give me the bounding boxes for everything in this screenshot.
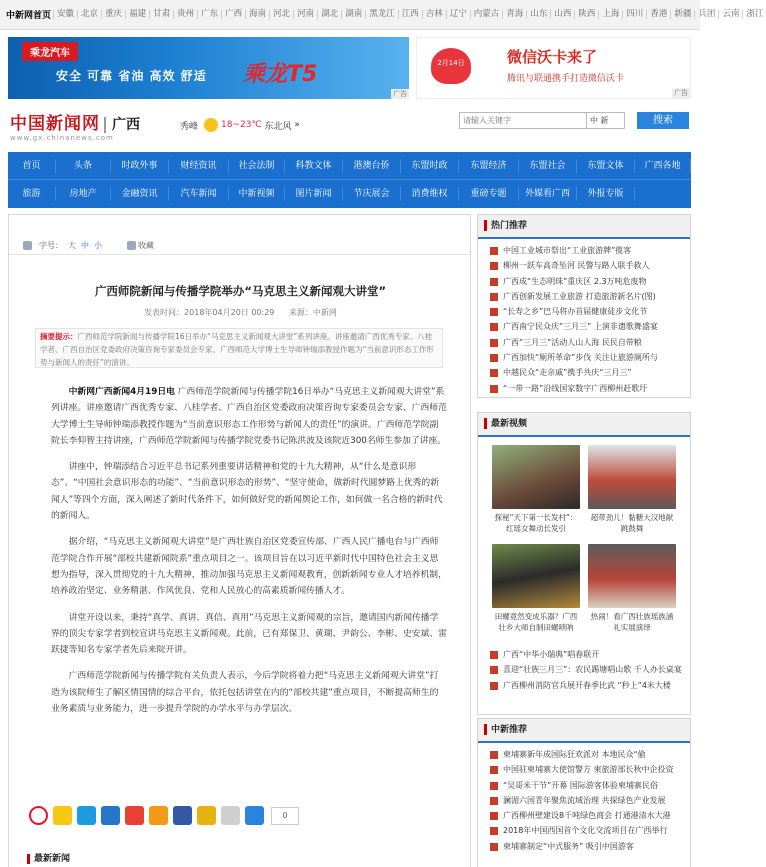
more-share-icon[interactable] [245, 806, 264, 825]
nav-item[interactable]: 广西各地 [635, 159, 691, 173]
video-thumbnail [588, 445, 676, 509]
weather-city: 秀峰 [180, 121, 199, 132]
region-link[interactable]: 广西 [221, 10, 245, 19]
chinanews-recommend-list [478, 743, 690, 854]
weibo-share-icon[interactable] [29, 806, 48, 825]
list-item[interactable] [490, 778, 690, 793]
region-link[interactable]: 广东 [197, 10, 221, 19]
chinanews-recommend-panel [477, 718, 691, 867]
tianya-share-icon[interactable] [149, 806, 168, 825]
heading-marker [484, 724, 487, 735]
nav-item[interactable]: 社会法制 [229, 159, 285, 173]
bullet-icon [490, 262, 498, 270]
list-item[interactable] [490, 304, 690, 319]
nav-item[interactable]: 时政外事 [111, 159, 169, 173]
bullet-icon [490, 797, 498, 805]
video-thumbnail [492, 544, 580, 608]
list-item[interactable] [490, 839, 690, 854]
ad-date: 2月14日 [437, 59, 465, 67]
font-icon [23, 241, 32, 250]
ad-banner-right[interactable] [416, 37, 691, 99]
video-card[interactable] [492, 445, 580, 534]
main-nav [8, 152, 691, 208]
list-item-text: 广西“中华小瑞典”唱春联开 [503, 650, 600, 659]
region-link[interactable]: 福建 [125, 10, 149, 19]
latest-news-label: 最新新闻 [34, 854, 71, 864]
list-item-text: 中越民众“走亲戚”携手共庆“三月三” [503, 368, 632, 378]
region-link[interactable]: 吉林 [422, 10, 446, 19]
dateline: 中新网广西新闻4月19日电 [68, 387, 175, 397]
list-item-text: 柬埔寨新年成国际狂欢派对 本地民众“偷 [503, 750, 646, 759]
list-item[interactable] [490, 274, 690, 289]
list-item[interactable] [490, 823, 690, 838]
heading-marker [484, 220, 487, 231]
nav-item[interactable]: 头条 [56, 159, 111, 173]
video-card[interactable] [588, 544, 676, 633]
region-link[interactable]: 甘肃 [149, 10, 173, 19]
bullet-icon [490, 843, 498, 851]
video-thumbnail [492, 445, 580, 509]
region-link[interactable]: 北京 [77, 10, 101, 19]
region-link[interactable]: 陕西 [574, 10, 598, 19]
nav-item[interactable]: 首页 [8, 159, 56, 173]
list-item-text: 中国驻柬埔寨大使馆警方 柬旅游部长秋中企投资 [503, 765, 674, 775]
kaixin-share-icon[interactable] [197, 806, 216, 825]
weather-temp: 18~23℃ [221, 120, 262, 130]
video-caption: 田螺竟然变成乐器？广西壮乡大师自制田螺唢呐 [494, 612, 578, 632]
bullet-icon [490, 751, 498, 759]
latest-video-header [478, 413, 690, 437]
ad-tag: 广告 [674, 89, 688, 97]
paragraph: 讲座中，钟瑞添结合习近平总书记系列重要讲话精神和党的十九大精神，从“什么是意识形态”、“中国社会意识形态的功能”、“当前意识形态的形势”、“坚守使命，做新时代圆梦路上优秀的新闻人”等四个方面，深入阐述了新时代条件下，如何做好党的新闻舆论工作，如何做一名合格的新时代的新闻人。 [51, 462, 443, 522]
list-item-text: “长寿之乡”巴马将办首届健康徒步文化节 [503, 307, 648, 317]
nav-item[interactable]: 节庆展会 [343, 187, 401, 201]
bullet-icon [490, 766, 498, 774]
font-size-medium[interactable]: 中 [81, 241, 89, 250]
video-caption: 探秘“天下第一长发村”：红瑶女舞动长发引 [494, 513, 578, 533]
weather-more-link[interactable]: » [294, 120, 300, 130]
qzone-share-icon[interactable] [53, 806, 72, 825]
sohu-share-icon[interactable] [125, 806, 144, 825]
list-item-text: “一带一路”沿线国家数字广西柳州赶歌圩 [503, 383, 648, 393]
abstract-label: 摘要提示： [40, 332, 78, 341]
region-link[interactable]: 海南 [245, 10, 269, 19]
bullet-icon [490, 278, 498, 286]
list-item-text: 柳州一跃车高奇坠河 民警与路人联手救人 [503, 261, 650, 271]
video-text-list [478, 647, 690, 693]
list-item-text: 广西加快“厕所革命”步伐 关注让旅游厕所与 [503, 353, 658, 363]
region-link[interactable]: 湖南 [341, 10, 365, 19]
region-links [53, 10, 766, 19]
share-bar [29, 806, 299, 825]
chinanews-home-link[interactable]: 中新网首页 [6, 11, 52, 21]
region-link[interactable]: 山东 [526, 10, 550, 19]
region-link[interactable]: 辽宁 [446, 10, 470, 19]
region-link[interactable]: 安徽 [53, 10, 77, 19]
bullet-icon [490, 666, 498, 674]
hot-recommend-panel [477, 214, 691, 398]
paragraph-text: 广西师范学院新闻与传播学院16日举办“马克思主义新闻观大讲堂”系列讲座。讲座邀请广西优秀专家、八桂学者、广西自治区党委政府决策咨询专家委员会专家、广西师范大学博士生导师钟瑞添教授作题为“当前意识形态工作形势与新闻人的责任”的演讲。广西师范学院副院长李仰智主持讲座，广西师范学院新闻与传播学院党委书记陈洪波及该院近300名师生参加了讲座。 [51, 387, 447, 446]
nav-item[interactable]: 东盟时政 [401, 159, 459, 173]
region-link[interactable]: 江西 [398, 10, 422, 19]
abstract-text: 广西师范学院新闻与传播学院16日举办“马克思主义新闻观大讲堂”系列讲座。讲座邀请广西优秀专家、八桂学者、广西自治区党委政府决策咨询专家委员会专家、广西师范大学博士生导师钟瑞添教授作题为“当前意识形态工作形势与新闻人的责任”的演讲。 [40, 332, 434, 367]
region-link[interactable]: 四川 [622, 10, 646, 19]
bullet-icon [490, 812, 498, 820]
latest-video-title: 最新视频 [491, 419, 528, 429]
search-button[interactable]: 搜索 [637, 112, 689, 129]
bullet-icon [490, 308, 498, 316]
list-item[interactable] [490, 350, 690, 365]
hot-recommend-header [478, 215, 690, 239]
chinanews-recommend-title: 中新推荐 [491, 725, 528, 735]
bullet-icon [490, 323, 498, 331]
bullet-icon [490, 369, 498, 377]
paragraph: 据介绍，“马克思主义新闻观大讲堂”是广西壮族自治区党委宣传部、广西人民广播电台与广西师范学院合作开展“部校共建新闻院系”重点项目之一。该项目旨在以习近平新时代中国特色社会主义思想为指导，深入贯彻党的十九大精神，推动加强马克思主义新闻观教育，创新新闻专业人才培养机制，培养政治坚定、业务精湛、作风优良、党和人民放心的高素质新闻传播人才。 [51, 537, 447, 597]
logo-name: 中国新闻网 [10, 114, 100, 134]
list-item[interactable] [490, 808, 690, 823]
article-meta [9, 307, 472, 318]
hot-recommend-title: 热门推荐 [491, 221, 528, 231]
list-item-text: 澜湄六国青年聚焦流域治理 共探绿色产业发展 [503, 795, 666, 805]
list-item[interactable] [490, 747, 690, 762]
heading-marker [484, 418, 487, 429]
region-link[interactable]: 云南 [718, 10, 742, 19]
ad-subtitle: 腾讯与联通携手打造微信沃卡 [507, 74, 625, 84]
bullet-icon [490, 827, 498, 835]
article-toolbar [9, 215, 470, 255]
article-body [51, 384, 447, 727]
bullet-icon [490, 782, 498, 790]
ad-title: 微信沃卡来了 [507, 48, 598, 66]
font-size-label: 字号： [39, 241, 63, 250]
list-item[interactable] [490, 662, 690, 677]
nav-item[interactable]: 房地产 [56, 187, 111, 201]
list-item-text: 喜迎“壮族三月三”：农民踢塘唱山歌 千人办长桌宴 [503, 665, 682, 675]
site-logo[interactable] [10, 109, 160, 145]
paragraph: 讲堂开设以来，秉持“真学、真讲、真信、真用”马克思主义新闻观的宗旨，邀请国内新闻传播学界的顶尖专家学者到校宣讲马克思主义新闻观。此前，已有郑保卫、黄瑚、尹韵公、李彬、史安斌、雷跃捷等知名专家学者先后来院开讲。 [51, 612, 447, 656]
video-caption: 热闹！看广西壮族瑶族涵礼实展演绎 [590, 612, 674, 632]
bullet-icon [490, 247, 498, 255]
tencent-weibo-share-icon[interactable] [77, 806, 96, 825]
paragraph [51, 384, 447, 449]
sun-icon [204, 118, 218, 132]
list-item[interactable] [490, 258, 690, 273]
search-scope-select[interactable]: 中 新 [587, 112, 625, 129]
weather-widget [180, 118, 300, 132]
list-item-text: 广西“三月三”活动人山人海 民民自带粮 [503, 337, 642, 347]
region-link[interactable]: 重庆 [101, 10, 125, 19]
copy-link-icon[interactable] [221, 806, 240, 825]
nav-item[interactable]: 汽车新闻 [169, 187, 229, 201]
nav-item[interactable]: 港澳台侨 [343, 159, 401, 173]
list-item[interactable] [490, 365, 690, 380]
region-link[interactable]: 湖北 [317, 10, 341, 19]
logo-url: www.gx.chinanews.com [10, 134, 114, 142]
list-item[interactable] [490, 243, 690, 258]
region-link[interactable]: 黑龙江 [365, 10, 398, 19]
ad-model: 乘龙T5 [243, 62, 318, 87]
list-item-text: 广西柳州消防官兵展开春季比武 “秒上”4米大楼 [503, 680, 671, 690]
nav-item[interactable]: 东盟社会 [519, 159, 577, 173]
baidu-share-icon[interactable] [173, 806, 192, 825]
list-item-text: 广西柳州壁建设8千吨绿色商会 打通港清水大港 [503, 811, 671, 821]
region-link[interactable]: 香港 [646, 10, 670, 19]
region-link[interactable]: 贵州 [173, 10, 197, 19]
article-title: 广西师院新闻与传播学院举办“马克思主义新闻观大讲堂” [94, 284, 387, 298]
font-size-large[interactable]: 大 [68, 241, 76, 250]
nav-row-2 [8, 180, 691, 208]
bullet-icon [490, 339, 498, 347]
article-source: 来源：中新网 [288, 308, 337, 317]
video-card[interactable] [588, 445, 676, 534]
article-panel [8, 214, 471, 867]
nav-item[interactable]: 科教文体 [285, 159, 343, 173]
article-abstract [35, 328, 443, 368]
region-link[interactable]: 河南 [293, 10, 317, 19]
video-thumbnail [588, 544, 676, 608]
bookmark-icon [127, 241, 136, 250]
hot-recommend-list [478, 239, 690, 396]
search-bar [459, 112, 689, 129]
nav-item[interactable]: 东盟经济 [459, 159, 519, 173]
list-item-text: 广西南宁民众庆“三月三” 上演非遗歌舞盛宴 [503, 322, 658, 332]
nav-item[interactable]: 东盟文体 [577, 159, 635, 173]
region-link[interactable]: 浙江 [742, 10, 766, 19]
bullet-icon [490, 293, 498, 301]
chinanews-recommend-header [478, 719, 690, 743]
bullet-icon [490, 682, 498, 690]
list-item[interactable] [490, 762, 690, 777]
ad-slogan: 安全 可靠 省油 高效 舒适 [56, 69, 207, 83]
favorite-label: 收藏 [138, 241, 154, 250]
latest-news-heading [27, 851, 70, 864]
latest-video-panel [477, 412, 691, 715]
region-link[interactable]: 青海 [502, 10, 526, 19]
list-item-text: 2018年中国西国首个文化交流项目在广西举行 [503, 826, 668, 836]
list-item[interactable] [490, 678, 690, 693]
nav-item[interactable]: 重磅专题 [459, 187, 519, 201]
ad-tag: 广告 [393, 90, 407, 98]
region-link[interactable]: 内蒙古 [470, 10, 503, 19]
nav-item[interactable]: 图片新闻 [285, 187, 343, 201]
list-item-text: 广西成“生态明珠”重庆区 2.3万吨危废物 [503, 276, 647, 286]
region-link[interactable]: 上海 [598, 10, 622, 19]
video-caption: 超带劲儿！黏糖大汉地献跳鼓舞 [590, 513, 674, 533]
renren-share-icon[interactable] [101, 806, 120, 825]
list-item-text: 中国工业城市祭出“工业旅游牌”揽客 [503, 246, 632, 255]
weather-wind: 东北风 [264, 121, 292, 132]
share-count: 0 [271, 807, 299, 825]
paragraph: 广西师范学院新闻与传播学院有关负责人表示，今后学院将着力把“马克思主义新闻观大讲堂”打造为该院师生了解区情国情的综合平台，依托包括讲堂在内的“部校共建”重点项目，不断提高师生的业务素质与业务能力，进一步提升学院的办学水平与办学层次。 [51, 671, 439, 715]
bullet-icon [490, 385, 498, 393]
region-link[interactable]: 山西 [550, 10, 574, 19]
region-link[interactable]: 新疆 [670, 10, 694, 19]
heart-icon [431, 48, 471, 84]
nav-item[interactable]: 旅游 [8, 187, 56, 201]
nav-row-1 [8, 152, 691, 180]
nav-item[interactable]: 金融资讯 [111, 187, 169, 201]
list-item[interactable] [490, 319, 690, 334]
nav-item[interactable]: 外报专版 [577, 187, 635, 201]
nav-item[interactable]: 外媒看广西 [519, 187, 577, 201]
video-grid [478, 437, 692, 647]
list-item[interactable] [490, 647, 690, 662]
font-size-switcher [23, 240, 102, 251]
video-card[interactable] [492, 544, 580, 633]
region-link[interactable]: 河北 [269, 10, 293, 19]
heading-marker [27, 854, 30, 864]
logo-region: 广西 [104, 117, 140, 133]
nav-item[interactable]: 中新视频 [229, 187, 285, 201]
list-item[interactable] [490, 381, 690, 396]
search-input[interactable] [459, 112, 587, 129]
list-item-text: 广西创新发展工业旅游 打造旅游新名片(图) [503, 291, 656, 301]
nav-item[interactable]: 消费维权 [401, 187, 459, 201]
publish-time: 发表时间：2018年04月20日 00:29 [144, 308, 275, 317]
bullet-icon [490, 651, 498, 659]
list-item-text: “吴哥米干节”开幕 国际游客体验柬埔寨民俗 [503, 780, 658, 790]
top-region-bar [0, 0, 764, 30]
bullet-icon [490, 354, 498, 362]
list-item-text: 柬埔寨制定“中式服务” 吸引中国游客 [503, 841, 634, 851]
nav-item[interactable]: 财经资讯 [169, 159, 229, 173]
favorite-button[interactable] [127, 240, 154, 251]
brand-logo: 乘龙汽车 [22, 42, 78, 61]
ad-banner-left[interactable] [8, 37, 409, 99]
list-item[interactable] [490, 335, 690, 350]
font-size-small[interactable]: 小 [94, 241, 102, 250]
list-item[interactable] [490, 289, 690, 304]
list-item[interactable] [490, 793, 690, 808]
region-link[interactable]: 兵团 [694, 10, 718, 19]
